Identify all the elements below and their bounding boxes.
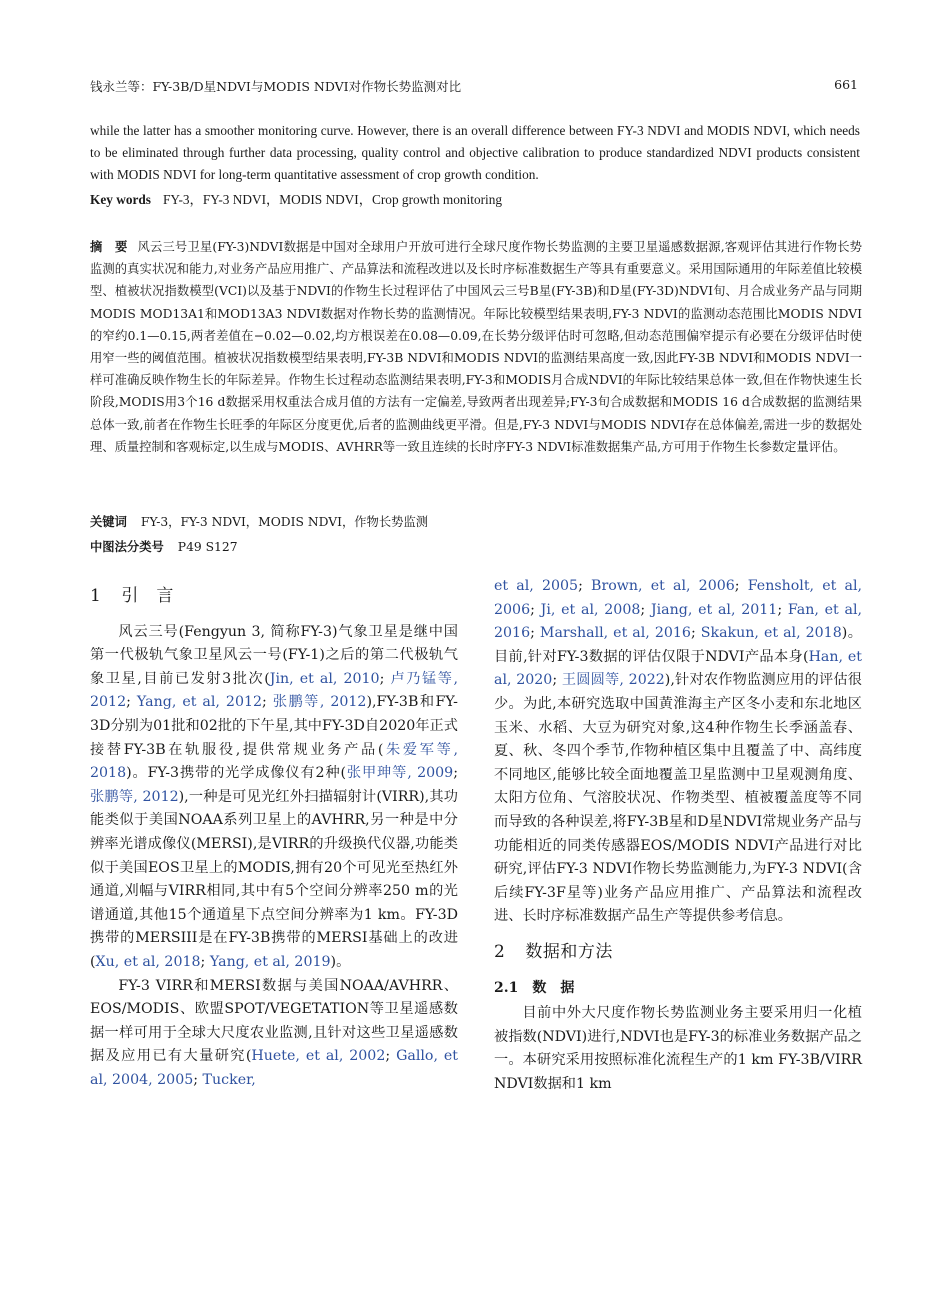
text-run: ; (552, 672, 562, 689)
citation-link[interactable]: Brown, et al, 2006 (591, 578, 735, 594)
intro-paragraph-1 (90, 621, 458, 975)
abstract-en-continuation: while the latter has a smoother monitoring curve. However, there is an overall difference between FY-3 NDVI and MODIS NDVI, which needs to be eliminated through further data processing, quality control and objective calibration to produce standardized NDVI products consistent with MODIS NDVI for long-term quantitative assessment of crop growth condition. (90, 123, 860, 182)
text-run: ),一种是可见光红外扫描辐射计(VIRR),其功能类似于美国NOAA系列卫星上的AVHRR,另一种是中分辨率光谱成像仪(MERSI),是VIRR的升级换代仪器,功能类似于美国EOS卫星上的MODIS,拥有20个可见光至热红外通道,刈幅与VIRR相同,其中有5个空间分辨率250 m的光谱通道,其他15个通道星下点空间分辨率为1 km。FY-3D携带的MERSIII是在FY-3B携带的MERSI基础上的改进( (90, 788, 458, 970)
section-2-heading (494, 941, 862, 965)
keywords-cn (90, 512, 428, 532)
citation-link[interactable]: et al, 2005 (494, 578, 579, 594)
keywords-cn-text: FY-3，FY-3 NDVI，MODIS NDVI，作物长势监测 (140, 515, 429, 529)
citation-link[interactable]: 朱爱军等, 2018 (90, 741, 458, 782)
text-run: 风云三号(Fengyun 3, 简称FY-3)气象卫星是继中国第一代极轨气象卫星风云一号(FY-1)之后的第二代极轨气象卫星,目前已发射3批次( (90, 623, 458, 687)
text-run: ; (690, 625, 701, 642)
citation-link[interactable]: Ji, et al, 2008 (540, 601, 641, 618)
citation-link[interactable]: Marshall, et al, 2016 (539, 625, 691, 642)
text-run: FY-3 VIRR和MERSI数据与美国NOAA/AVHRR、EOS/MODIS、欧盟SPOT/VEGETATION等卫星遥感数据一样可用于全球大尺度农业监测,且针对这些卫星遥感数据及应用已有大量研究( (90, 977, 458, 1065)
text-run: ; (530, 625, 540, 642)
citation-link[interactable]: Xu, et al, 2018 (95, 953, 201, 970)
intro-paragraph-2-continued (494, 575, 862, 929)
subsection-2-1-title: 数 据 (532, 979, 575, 996)
column-right (494, 575, 862, 1096)
section-1-heading (90, 585, 458, 609)
abstract-cn-label: 摘 要 (90, 239, 128, 254)
text-run: ),针对农作物监测应用的评估很少。为此,本研究选取中国黄淮海主产区冬小麦和东北地区玉米、水稻、大豆为研究对象,这4种作物生长季涵盖春、夏、秋、冬四个季节,作物种植区集中且覆盖了中、高纬度不同地区,能够比较全面地覆盖卫星监测中卫星观测角度、太阳方位角、气溶胶状况、作物类型、植被覆盖度等不同而导致的各种误差,将FY-3B星和D星NDVI常规业务产品与功能相近的同类传感器EOS/MODIS NDVI产品进行对比研究,评估FY-3 NDVI作物长势监测能力,为FY-3 NDVI(含后续FY-3F星等)业务产品应用推广、产品算法和流程改进、长时序标准数据产品生产等提供参考信息。 (494, 672, 862, 925)
classification-label: 中图法分类号 (90, 539, 164, 554)
text-run: )。FY-3携带的光学成像仪有2种( (126, 765, 347, 782)
citation-link[interactable]: Skakun, et al, 2018 (700, 625, 842, 642)
text-run: ; (385, 1048, 397, 1065)
citation-link[interactable]: Huete, et al, 2002 (251, 1048, 386, 1065)
text-run: ; (530, 601, 541, 618)
text-run: ; (379, 670, 391, 687)
section-2-title: 数据和方法 (525, 941, 613, 962)
citation-link[interactable]: 张甲珅等, 2009 (346, 765, 454, 782)
keywords-en (90, 189, 860, 211)
citation-link[interactable]: Fensholt, et al, 2006 (494, 578, 862, 618)
citation-link[interactable]: Jin, et al, 2010 (269, 670, 380, 687)
abstract-cn (90, 236, 862, 458)
keywords-en-label: Key words (90, 192, 151, 207)
keywords-en-text: FY-3，FY-3 NDVI，MODIS NDVI，Crop growth monitoring (162, 192, 503, 207)
citation-link[interactable]: Fan, et al, 2016 (494, 601, 862, 642)
text-run: ; (640, 601, 651, 618)
text-run: ; (126, 694, 137, 711)
citation-link[interactable]: 王圆圆等, 2022 (561, 672, 665, 689)
intro-paragraph-2-start (90, 975, 458, 1093)
text-run: ; (777, 601, 788, 618)
text-run: ; (578, 578, 592, 594)
classification-number (90, 537, 238, 557)
text-run: )。 (330, 953, 351, 970)
citation-link[interactable]: Yang, et al, 2019 (209, 953, 331, 970)
text-run: )。目前,针对FY-3数据的评估仅限于NDVI产品本身( (494, 625, 862, 665)
text-run: ; (193, 1071, 203, 1088)
subsection-2-1-number: 2.1 (494, 979, 519, 996)
citation-link[interactable]: Han, et al, 2020 (494, 648, 862, 689)
citation-link[interactable]: 卢乃锰等, 2012 (90, 670, 458, 711)
subsection-2-1-heading (494, 977, 862, 1001)
column-left (90, 575, 458, 1092)
text-run: ; (200, 953, 210, 970)
citation-link[interactable]: Tucker, (202, 1071, 256, 1088)
data-paragraph-1: 目前中外大尺度作物长势监测业务主要采用归一化植被指数(NDVI)进行,NDVI也是FY-3的标准业务数据产品之一。本研究采用按照标准化流程生产的1 km FY-3B/VIRR NDVI数据和1 km (494, 1005, 862, 1092)
citation-link[interactable]: Gallo, et al, 2004, 2005 (90, 1048, 458, 1088)
citation-link[interactable]: 张鹏等, 2012 (90, 788, 179, 805)
classification-text: P49 S127 (177, 540, 238, 554)
page-number: 661 (834, 77, 858, 92)
abstract-cn-text: 风云三号卫星(FY-3)NDVI数据是中国对全球用户开放可进行全球尺度作物长势监测的主要卫星遥感数据源,客观评估其进行作物长势监测的真实状况和能力,对业务产品应用推广、产品算法和流程改进以及长时序标准数据生产等具有重要意义。采用国际通用的年际差值比较模型、植被状况指数模型(VCI)以及基于NDVI的作物生长过程评估了中国风云三号B星(FY-3B)和D星(FY-3D)NDVI旬、月合成业务产品与同期MODIS MOD13A1和MOD13A3 NDVI数据对作物长势的监测情况。年际比较模型结果表明,FY-3 NDVI的监测动态范围比MODIS NDVI的窄约0.1—0.15,两者差值在−0.02—0.02,均方根误差在0.08—0.09,在长势分级评估时可忽略,但动态范围偏窄提示有必要在分级评估时使用窄一些的阈值范围。植被状况指数模型结果表明,FY-3B NDVI和MODIS NDVI的监测结果高度一致,因此FY-3B NDVI和MODIS NDVI一样可准确反映作物生长的年际差异。作物生长过程动态监测结果表明,FY-3和MODIS月合成NDVI的年际比较结果总体一致,但在作物快速生长阶段,MODIS用3个16 d数据采用权重法合成月值的方法有一定偏差,导致两者出现差异;FY-3旬合成数据和MODIS 16 d合成数据的监测结果总体一致,前者在作物生长旺季的年际区分度更优,后者的监测曲线更平滑。但是,FY-3 NDVI与MODIS NDVI存在总体偏差,需进一步的数据处理、质量控制和客观标定,以生成与MODIS、AVHRR等一致且连续的长时序FY-3 NDVI标准数据集产品,方可用于作物生长参数定量评估。 (90, 240, 862, 454)
section-2-number: 2 (494, 941, 506, 962)
keywords-cn-label: 关键词 (90, 514, 127, 529)
citation-link[interactable]: 张鹏等, 2012 (272, 694, 367, 711)
section-1-title: 引 言 (121, 586, 174, 606)
citation-link[interactable]: Yang, et al, 2012 (136, 694, 263, 711)
text-run: ; (734, 578, 748, 594)
text-run: ),FY-3B和FY-3D分别为01批和02批的下午星,其中FY-3D自2020年正式接替FY-3B在轨服役,提供常规业务产品( (90, 694, 458, 758)
text-run: ; (453, 765, 458, 782)
text-run: ; (262, 694, 273, 711)
citation-link[interactable]: Jiang, et al, 2011 (650, 601, 778, 618)
running-title: 钱永兰等：FY-3B/D星NDVI与MODIS NDVI对作物长势监测对比 (90, 79, 462, 94)
section-1-number: 1 (90, 586, 102, 606)
